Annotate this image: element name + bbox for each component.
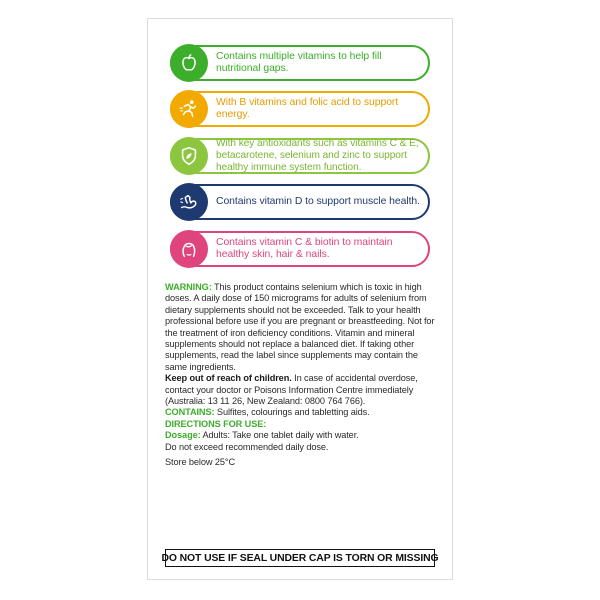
children-text: In case of accidental overdose, contact your doctor or Poisons Information Centre immediately (Australia: 13 11 26, New Zealand: 0800 764 766). (165, 373, 418, 407)
benefit-text: With key antioxidants such as vitamins C & E, betacarotene, selenium and zinc to support healthy immune system function. (216, 138, 419, 173)
benefit-immune (170, 138, 430, 174)
contains-label: CONTAINS: (165, 407, 215, 418)
directions-heading: DIRECTIONS FOR USE: (165, 418, 267, 429)
children-label: Keep out of reach of children. (165, 373, 292, 384)
contains-text: Sulfites, colourings and tabletting aids. (214, 407, 370, 418)
apple-icon (170, 44, 208, 82)
shield-icon (170, 137, 208, 175)
warning-paragraph (165, 282, 441, 373)
warning-label: WARNING: (165, 282, 212, 292)
benefit-energy (170, 91, 430, 127)
dosage-paragraph (165, 430, 441, 441)
benefit-skin-hair-nails (170, 231, 430, 267)
dosage-label: Dosage: (165, 430, 201, 441)
woman-face-icon (170, 230, 208, 268)
warning-text: This product contains selenium which is toxic in high doses. A daily dose of 150 micrograms for adults of selenium from dietary supplements should not be exceeded. Talk to your health professional before use if you are pregnant or breastfeeding. Not for the treatment of iron deficiency conditions. Vitamin and mineral supplements should not replace a balanced diet. If taking other supplements, read the label since supplements may contain the same ingredients. (165, 282, 435, 372)
label-information (165, 282, 441, 469)
benefit-text: Contains vitamin D to support muscle health. (216, 196, 420, 207)
storage-text: Store below 25°C (165, 457, 235, 468)
flexed-arm-icon (170, 183, 208, 221)
contains-paragraph (165, 407, 441, 418)
benefit-muscle (170, 184, 430, 220)
benefit-text: Contains vitamin C & biotin to maintain healthy skin, hair & nails. (216, 237, 393, 260)
runner-icon (170, 90, 208, 128)
benefit-text: Contains multiple vitamins to help fill nutritional gaps. (216, 51, 382, 74)
seal-notice: DO NOT USE IF SEAL UNDER CAP IS TORN OR MISSING (165, 549, 435, 567)
dosage-limit: Do not exceed recommended daily dose. (165, 441, 329, 452)
benefit-multivitamin (170, 45, 430, 81)
children-paragraph (165, 373, 441, 407)
dosage-text: Adults: Take one tablet daily with water. (200, 430, 359, 441)
benefit-text: With B vitamins and folic acid to support energy. (216, 97, 399, 120)
